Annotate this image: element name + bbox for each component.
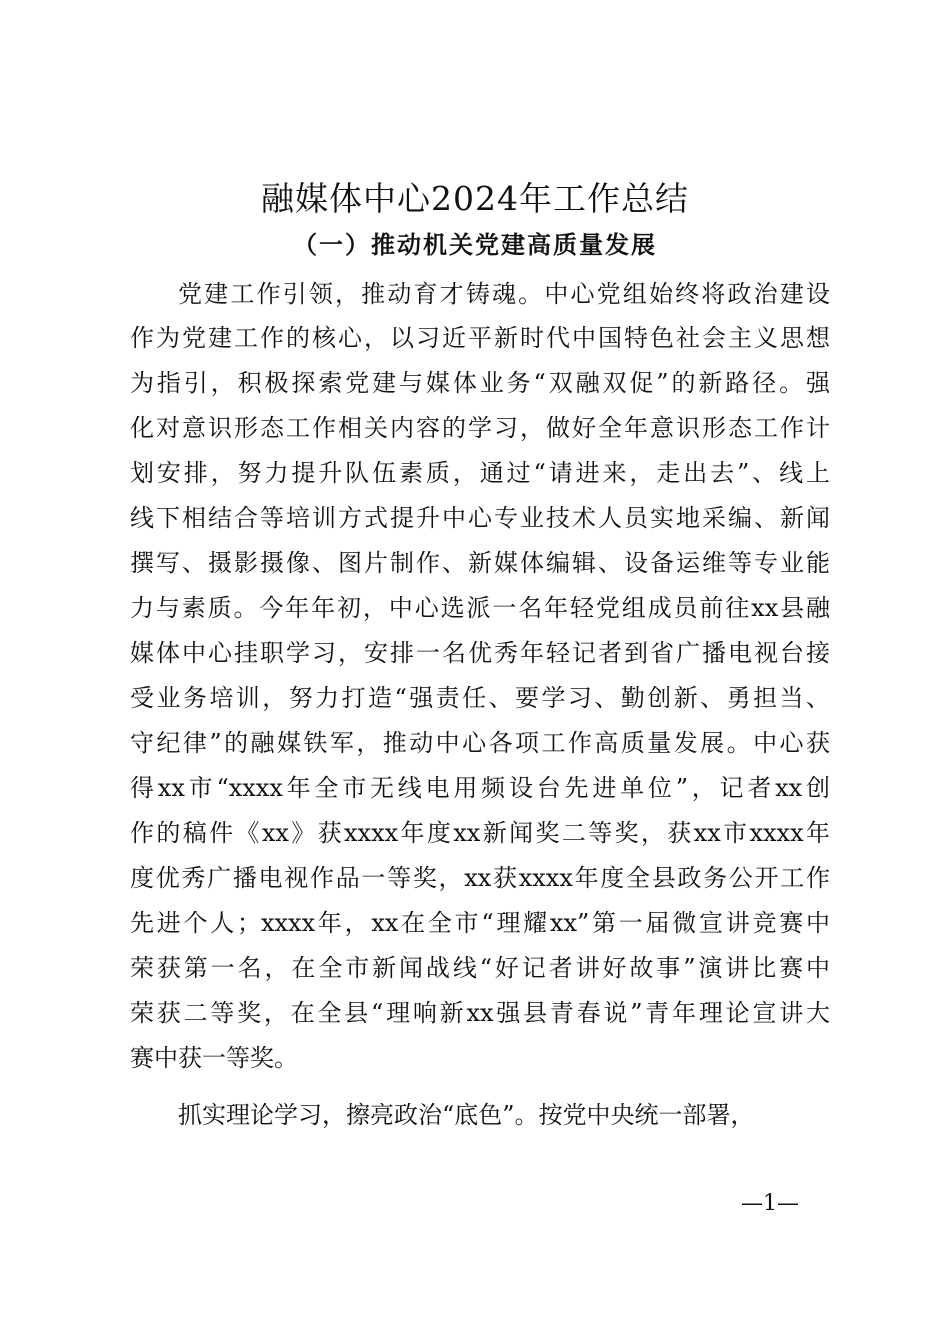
paragraph-line: 化对意识形态工作相关内容的学习，做好全年意识形态工作计 <box>130 414 830 442</box>
paragraph-line: 抓实理论学习，擦亮政治“底色”。按党中央统一部署， <box>178 1101 755 1129</box>
paragraph-line: 度优秀广播电视作品一等奖，xx获xxxx年度全县政务公开工作 <box>130 864 830 892</box>
paragraph-line: 线下相结合等培训方式提升中心专业技术人员实地采编、新闻 <box>130 504 830 532</box>
page-number: —1— <box>741 1191 799 1216</box>
paragraph-line: 先进个人；xxxx年，xx在全市“理耀xx”第一届微宣讲竞赛中 <box>130 909 830 937</box>
paragraph-line: 力与素质。今年年初，中心选派一名年轻党组成员前往xx县融 <box>130 594 830 622</box>
paragraph-line: 赛中获一等奖。 <box>130 1044 298 1072</box>
paragraph-line: 划安排，努力提升队伍素质，通过“请进来，走出去”、线上 <box>130 459 830 487</box>
paragraph-line: 得xx市“xxxx年全市无线电用频设台先进单位”，记者xx创 <box>130 774 830 802</box>
paragraph-line: 党建工作引领，推动育才铸魂。中心党组始终将政治建设 <box>178 280 830 308</box>
paragraph-line: 荣获第一名，在全市新闻战线“好记者讲好故事”演讲比赛中 <box>130 954 830 982</box>
paragraph-line: 作为党建工作的核心，以习近平新时代中国特色社会主义思想 <box>130 324 830 352</box>
paragraph-line: 撰写、摄影摄像、图片制作、新媒体编辑、设备运维等专业能 <box>130 549 830 577</box>
document-title: 融媒体中心2024年工作总结 <box>261 179 689 218</box>
paragraph-line: 为指引，积极探索党建与媒体业务“双融双促”的新路径。强 <box>130 369 830 397</box>
paragraph-line: 荣获二等奖，在全县“理响新xx强县青春说”青年理论宣讲大 <box>130 999 830 1027</box>
section-heading: （一）推动机关党建高质量发展 <box>293 230 657 259</box>
paragraph-line: 作的稿件《xx》获xxxx年度xx新闻奖二等奖，获xx市xxxx年 <box>130 819 830 847</box>
paragraph-line: 守纪律”的融媒铁军，推动中心各项工作高质量发展。中心获 <box>130 729 830 757</box>
paragraph-line: 媒体中心挂职学习，安排一名优秀年轻记者到省广播电视台接 <box>130 639 830 667</box>
paragraph-line: 受业务培训，努力打造“强责任、要学习、勤创新、勇担当、 <box>130 684 830 712</box>
